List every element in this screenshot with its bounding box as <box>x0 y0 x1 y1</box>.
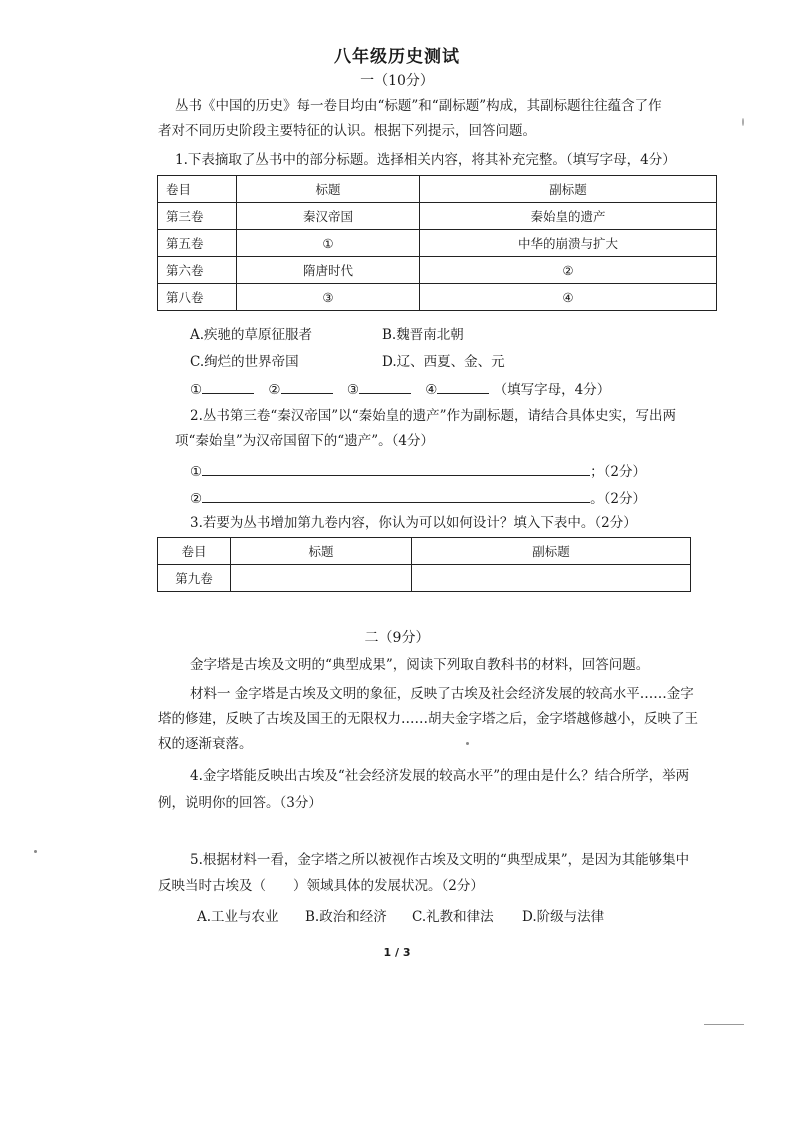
table-cell: 第九卷 <box>158 565 231 592</box>
scan-mark <box>742 118 744 126</box>
question-2-line2: 项“秦始皇”为汉帝国留下的“遗产”。（4分） <box>175 433 434 449</box>
answer-blank-1[interactable] <box>202 379 254 394</box>
option-a: A.疾驰的草原征服者 <box>190 327 313 343</box>
table-header-row <box>158 538 691 565</box>
table-cell: ② <box>420 257 717 284</box>
subtitle-input-cell[interactable] <box>412 565 691 592</box>
table-row <box>158 257 717 284</box>
table-header-title: 标题 <box>231 538 412 565</box>
table-header-title: 标题 <box>237 176 420 203</box>
answer-mark-1: ① <box>190 382 203 398</box>
table-cell: ④ <box>420 284 717 311</box>
table-cell: 第五卷 <box>158 230 237 257</box>
answer-mark-3: ③ <box>346 382 359 398</box>
table-header-volume: 卷目 <box>158 538 231 565</box>
scan-mark <box>34 850 37 853</box>
table-cell: 秦始皇的遗产 <box>420 203 717 230</box>
table-cell: 第六卷 <box>158 257 237 284</box>
option-b: B.魏晋南北朝 <box>382 327 464 343</box>
answer-mark-2: ② <box>268 382 281 398</box>
q2-answer-blank-2[interactable] <box>202 488 590 503</box>
question-1: 1.下表摘取了丛书中的部分标题。选择相关内容，将其补充完整。（填写字母，4分） <box>175 152 676 168</box>
table-cell: 中华的崩溃与扩大 <box>420 230 717 257</box>
q2-answer-mark-2: ② <box>190 491 203 507</box>
material-line2: 塔的修建，反映了古埃及国王的无限权力……胡夫金字塔之后，金字塔越修越小，反映了王 <box>158 711 698 727</box>
section2-heading: 二（9分） <box>364 630 430 646</box>
question-2-line1: 2.丛书第三卷“秦汉帝国”以“秦始皇的遗产”作为副标题，请结合具体史实，写出两 <box>190 408 676 424</box>
table-header-volume: 卷目 <box>158 176 237 203</box>
question-4-line1: 4.金字塔能反映出古埃及“社会经济发展的较高水平”的理由是什么？结合所学，举两 <box>190 768 690 784</box>
q5-option-d: D.阶级与法律 <box>522 909 605 925</box>
title-table <box>157 175 717 311</box>
scan-mark <box>704 1024 744 1025</box>
answer-note: （填写字母，4分） <box>493 382 611 398</box>
q2-answer-points-1: ；（2分） <box>590 464 646 480</box>
option-d: D.辽、西夏、金、元 <box>382 354 505 370</box>
q2-answer-line-1 <box>190 460 646 480</box>
page-number: 1 / 3 <box>383 946 411 959</box>
table-header-subtitle: 副标题 <box>412 538 691 565</box>
section1-intro-line2: 者对不同历史阶段主要特征的认识。根据下列提示，回答问题。 <box>158 123 536 139</box>
material-line3: 权的逐渐衰落。 <box>158 736 253 752</box>
answer-blank-3[interactable] <box>359 379 411 394</box>
table-cell: 第八卷 <box>158 284 237 311</box>
question-5-line1: 5.根据材料一看，金字塔之所以被视作古埃及文明的“典型成果”，是因为其能够集中 <box>190 852 690 868</box>
q2-answer-blank-1[interactable] <box>202 461 590 476</box>
design-table <box>157 537 691 592</box>
table-row <box>158 284 717 311</box>
question-3: 3.若要为丛书增加第九卷内容，你认为可以如何设计？填入下表中。（2分） <box>190 515 637 531</box>
answer-mark-4: ④ <box>425 382 438 398</box>
page-title: 八年级历史测试 <box>334 47 460 67</box>
question-5-line2: 反映当时古埃及（ ）领域具体的发展状况。（2分） <box>158 878 484 894</box>
q5-option-b: B.政治和经济 <box>305 909 387 925</box>
table-header-subtitle: 副标题 <box>420 176 717 203</box>
table-cell: ③ <box>237 284 420 311</box>
table-row <box>158 230 717 257</box>
table-cell: 隋唐时代 <box>237 257 420 284</box>
option-c: C.绚烂的世界帝国 <box>190 354 299 370</box>
material-line1: 材料一 金字塔是古埃及文明的象征，反映了古埃及社会经济发展的较高水平……金字 <box>190 686 694 702</box>
q2-answer-line-2 <box>190 487 646 507</box>
section1-heading: 一（10分） <box>360 73 434 89</box>
title-input-cell[interactable] <box>231 565 412 592</box>
table-cell: ① <box>237 230 420 257</box>
scan-mark <box>466 742 469 745</box>
table-cell: 第三卷 <box>158 203 237 230</box>
answer-blank-4[interactable] <box>437 379 489 394</box>
q5-option-c: C.礼教和律法 <box>412 909 494 925</box>
answer-line <box>190 378 610 398</box>
q5-option-a: A.工业与农业 <box>197 909 279 925</box>
table-header-row <box>158 176 717 203</box>
section1-intro-line1: 丛书《中国的历史》每一卷目均由“标题”和“副标题”构成，其副标题往往蕴含了作 <box>175 98 662 114</box>
q2-answer-points-2: 。（2分） <box>590 491 646 507</box>
table-row <box>158 565 691 592</box>
table-cell: 秦汉帝国 <box>237 203 420 230</box>
table-row <box>158 203 717 230</box>
q2-answer-mark-1: ① <box>190 464 203 480</box>
answer-blank-2[interactable] <box>281 379 333 394</box>
section2-intro: 金字塔是古埃及文明的“典型成果”，阅读下列取自教科书的材料，回答问题。 <box>190 657 650 673</box>
question-4-line2: 例，说明你的回答。（3分） <box>158 795 322 811</box>
